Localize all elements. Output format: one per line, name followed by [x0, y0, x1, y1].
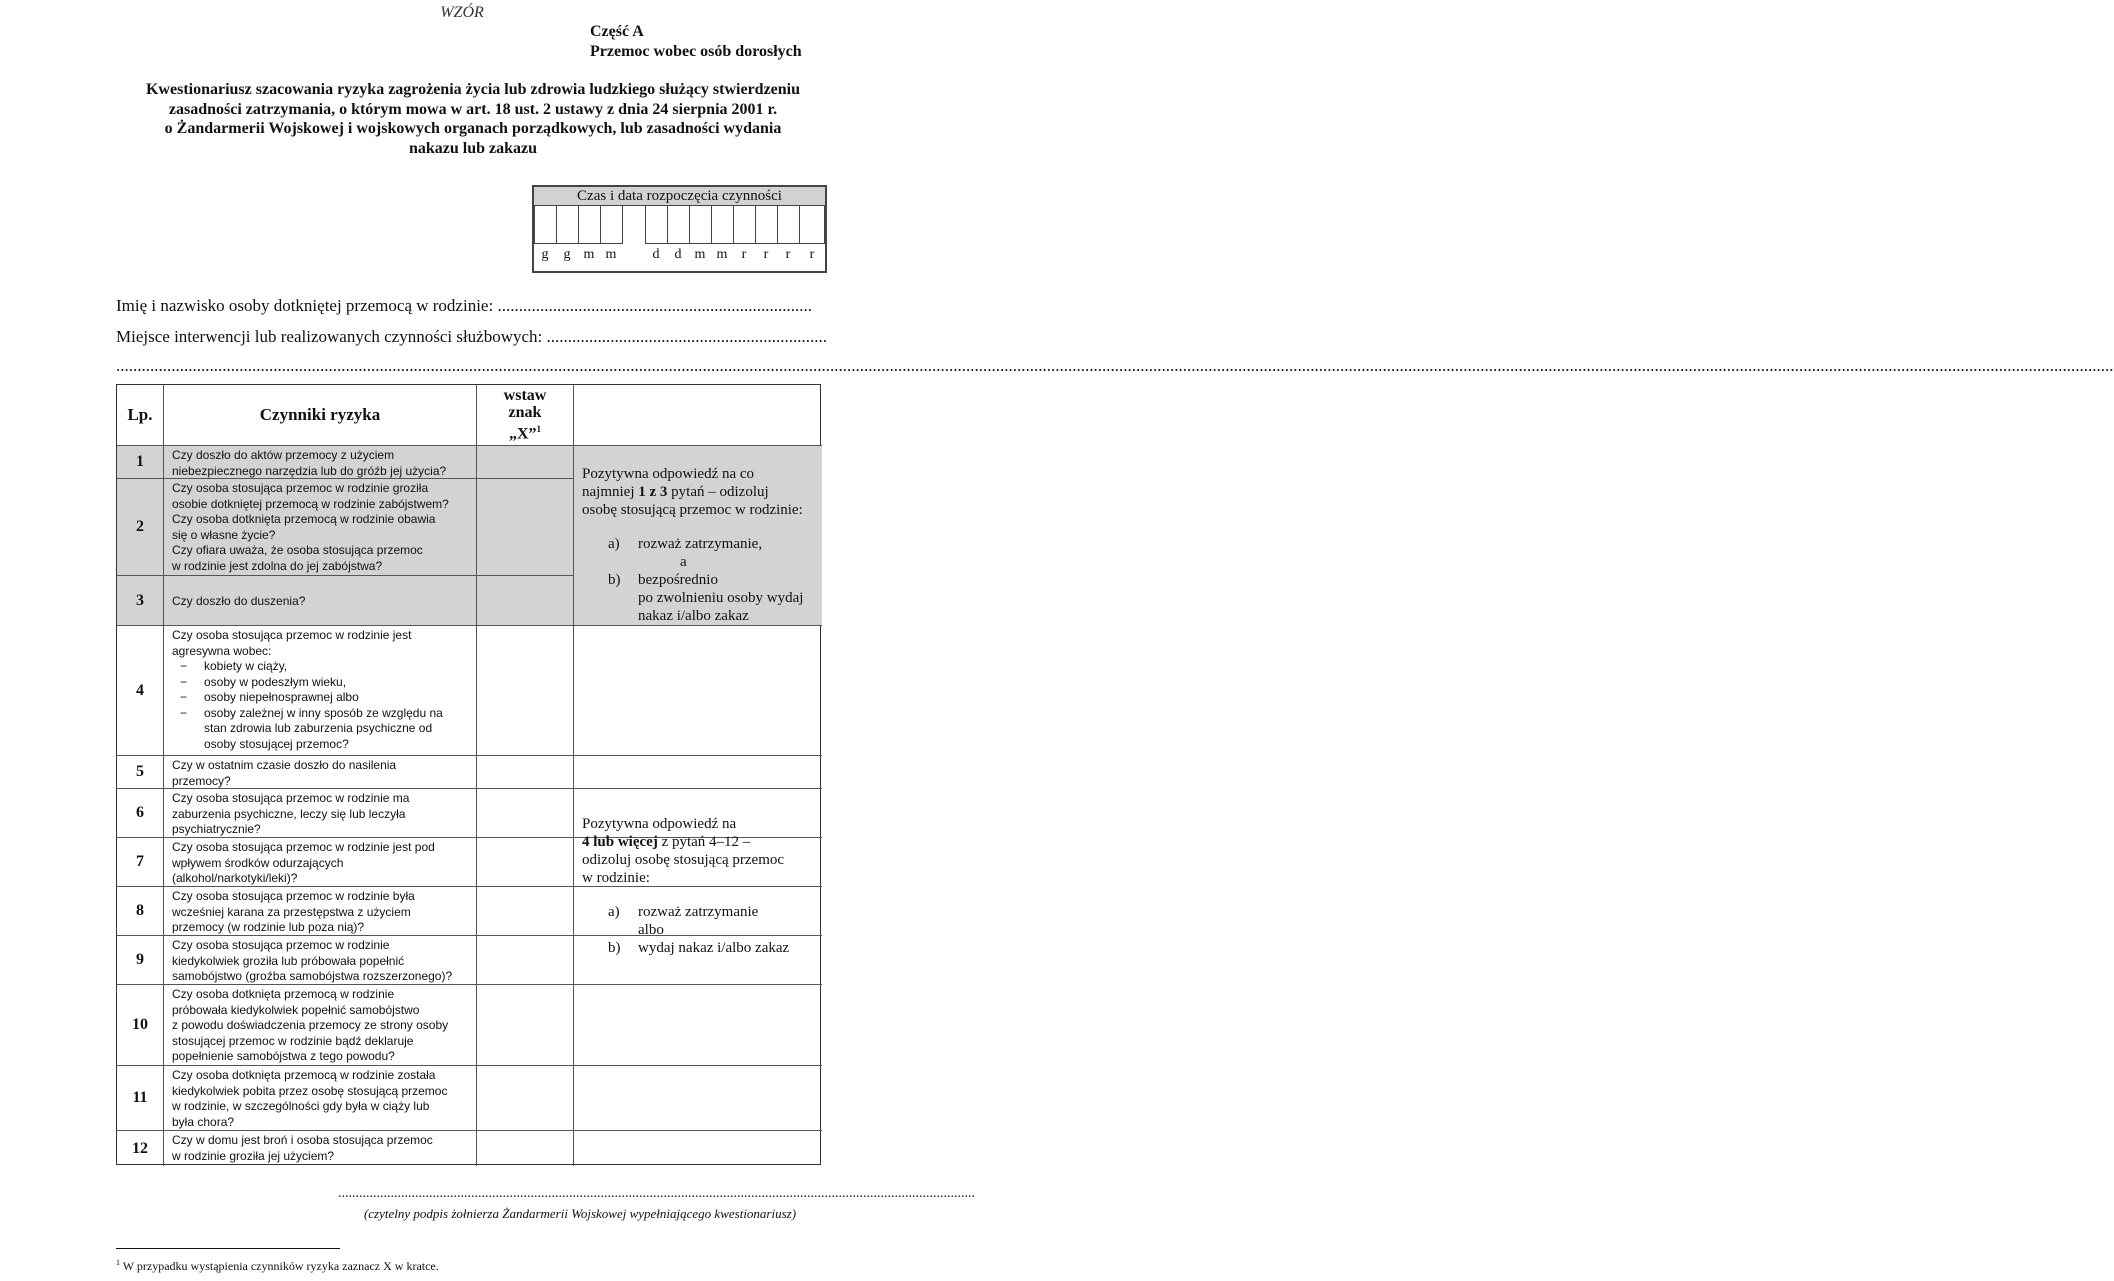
row-number: 1 — [117, 446, 164, 478]
year-digit-3-box[interactable] — [777, 206, 800, 244]
option-marker: a) — [608, 536, 620, 552]
mark-checkbox[interactable] — [477, 1131, 574, 1166]
mark-checkbox[interactable] — [477, 789, 574, 837]
risk-question — [164, 887, 477, 935]
option-a — [608, 903, 814, 921]
year-digit-4-box[interactable] — [799, 206, 825, 244]
header-mark — [477, 385, 574, 445]
instruction-block-4-12 — [574, 626, 822, 1166]
instruction-line: odizoluj osobę stosującą przemoc — [582, 852, 785, 868]
group-item: − kobiety w ciąży, — [178, 659, 470, 675]
intervention-place-continuation[interactable]: ...................................................................................................................................................................................................................................................................................................................................................................................................................................................................................... — [116, 356, 2114, 375]
instruction-line — [582, 833, 814, 851]
question-line: Czy doszło do aktów przemocy z użyciem — [172, 448, 395, 462]
question-line: agresywna wobec: — [172, 643, 272, 658]
header-mark-line: wstaw — [503, 387, 547, 405]
footnote-ref: 1 — [536, 424, 542, 435]
mark-checkbox[interactable] — [477, 479, 574, 575]
option-text: rozważ zatrzymanie, — [638, 536, 763, 552]
hour-digit-1-box[interactable] — [534, 206, 557, 244]
template-label: WZÓR — [440, 4, 484, 21]
question-line: próbowała kiedykolwiek popełnić samobójstwo — [172, 1002, 420, 1017]
group-item: − osoby w podeszłym wieku, — [178, 675, 470, 691]
question-line: Czy w ostatnim czasie doszło do nasilenia — [172, 758, 397, 772]
question-line: przemocy (w rodzinie lub poza nią)? — [172, 920, 365, 934]
mark-checkbox[interactable] — [477, 936, 574, 984]
question-line: była chora? — [172, 1114, 235, 1129]
date-format-label: r — [763, 247, 769, 262]
instruction-emphasis: 1 z 3 — [638, 484, 668, 500]
row-number: 10 — [117, 985, 164, 1065]
date-format-label: r — [809, 247, 815, 262]
time-format-label: m — [583, 247, 595, 262]
question-line: Czy osoba stosująca przemoc w rodzinie groziła — [172, 481, 429, 495]
instruction-options — [582, 535, 814, 625]
title-line: zasadności zatrzymania, o którym mowa w art. 18 ust. 2 ustawy z dnia 24 sierpnia 2001 r. — [168, 100, 778, 118]
instruction-line: Pozytywna odpowiedź na co — [582, 466, 755, 482]
question-line: osobie dotkniętej przemocą w rodzinie zabójstwem? — [172, 496, 449, 511]
part-label: Część A — [590, 23, 644, 40]
date-format-label: m — [716, 247, 728, 262]
title-line: Kwestionariusz szacowania ryzyka zagrożenia życia lub zdrowia ludzkiego służący stwierdzeniu — [145, 81, 801, 98]
question-line: Czy osoba dotknięta przemocą w rodzinie obawia — [172, 512, 436, 526]
part-heading — [590, 22, 802, 62]
row-number: 12 — [117, 1131, 164, 1166]
option-marker: a) — [608, 904, 620, 920]
victim-name-field[interactable]: Imię i nazwisko osoby dotkniętej przemocą w rodzinie: .......................................................................... — [116, 296, 812, 315]
date-format-label: r — [785, 247, 791, 262]
question-line: Czy osoba stosująca przemoc w rodzinie jest — [172, 628, 412, 642]
document-title — [100, 80, 846, 158]
time-format-label: g — [541, 247, 549, 262]
risk-question — [164, 1066, 477, 1130]
footnote-text: W przypadku wystąpienia czynników ryzyka zaznacz X w kratce. — [120, 1259, 439, 1273]
option-conjunction: a — [680, 554, 687, 570]
hour-digit-2-box[interactable] — [556, 206, 579, 244]
question-line: Czy w domu jest broń i osoba stosująca przemoc — [172, 1133, 433, 1147]
instruction-line: Pozytywna odpowiedź na — [582, 816, 737, 832]
month-digit-2-box[interactable] — [711, 206, 734, 244]
mark-checkbox[interactable] — [477, 1066, 574, 1130]
mark-checkbox[interactable] — [477, 756, 574, 788]
question-line: Czy doszło do duszenia? — [172, 593, 306, 608]
signature-caption: (czytelny podpis żołnierza Żandarmerii Wojskowej wypełniającego kwestionariusz) — [363, 1206, 797, 1221]
question-line: w rodzinie groziła jej użyciem? — [172, 1148, 335, 1163]
question-line: wpływem środków odurzających — [172, 855, 344, 870]
option-text: nakaz i/albo zakaz — [638, 608, 749, 624]
risk-factors-table — [116, 384, 821, 1165]
instruction-text: z pytań 4–12 – — [657, 834, 751, 850]
instruction-block-1-3 — [574, 446, 822, 626]
header-factors: Czynniki ryzyka — [164, 385, 477, 445]
footnote-divider — [116, 1248, 340, 1249]
risk-question — [164, 576, 477, 625]
question-line: Czy osoba stosująca przemoc w rodzinie jest pod — [172, 840, 435, 854]
mark-checkbox[interactable] — [477, 576, 574, 625]
row-number: 3 — [117, 576, 164, 625]
footnote — [116, 1258, 439, 1274]
group-item: − osoby niepełnosprawnej albo — [178, 690, 470, 706]
day-digit-1-box[interactable] — [645, 206, 668, 244]
date-time-box — [532, 185, 827, 273]
date-format-label: m — [694, 247, 706, 262]
instruction-line: w rodzinie: — [582, 870, 650, 886]
option-b — [608, 571, 814, 589]
option-conjunction: albo — [638, 922, 664, 938]
question-line: Czy ofiara uważa, że osoba stosująca przemoc — [172, 543, 423, 557]
instruction-emphasis: 4 lub więcej — [582, 834, 658, 850]
title-line: o Żandarmerii Wojskowej i wojskowych organach porządkowych, lub zasadności wydania — [164, 120, 782, 137]
question-line: w rodzinie jest zdolna do jej zabójstwa? — [172, 558, 383, 573]
day-digit-2-box[interactable] — [667, 206, 690, 244]
date-time-label: Czas i data rozpoczęcia czynności — [534, 187, 825, 206]
question-line: kiedykolwiek groziła lub próbowała popełnić — [172, 953, 405, 968]
risk-question — [164, 479, 477, 575]
option-text: wydaj nakaz i/albo zakaz — [638, 940, 790, 956]
year-digit-1-box[interactable] — [733, 206, 756, 244]
question-line: z powodu doświadczenia przemocy ze strony osoby — [172, 1018, 449, 1032]
mark-checkbox[interactable] — [477, 626, 574, 755]
mark-checkbox[interactable] — [477, 887, 574, 935]
row-number: 9 — [117, 936, 164, 984]
question-line: Czy osoba dotknięta przemocą w rodzinie została — [172, 1068, 436, 1082]
group-list — [172, 659, 470, 752]
mark-checkbox[interactable] — [477, 446, 574, 478]
question-line: popełnienie samobójstwa z tego powodu? — [172, 1049, 395, 1063]
row-number: 6 — [117, 789, 164, 837]
question-line: przemocy? — [172, 773, 231, 788]
option-marker: b) — [608, 940, 621, 956]
group-item: − osoby zależnej w inny sposób ze względu na — [178, 706, 470, 722]
option-b — [608, 939, 814, 957]
question-line: samobójstwo (groźba samobójstwa rozszerzonego)? — [172, 969, 453, 983]
date-format-label: d — [674, 247, 682, 262]
question-line: się o własne życie? — [172, 527, 276, 542]
year-digit-2-box[interactable] — [755, 206, 778, 244]
question-line: w rodzinie, w szczególności gdy była w ciąży lub — [172, 1099, 430, 1113]
footnote-number: 1 — [116, 1258, 120, 1267]
option-text: po zwolnieniu osoby wydaj — [638, 590, 804, 606]
question-line: stosującej przemoc w rodzinie bądź deklaruje — [172, 1033, 414, 1048]
table-header-row — [117, 385, 822, 446]
risk-question — [164, 446, 477, 478]
option-a — [608, 535, 814, 553]
question-line: Czy osoba stosująca przemoc w rodzinie ma — [172, 791, 410, 805]
instruction-options — [582, 903, 814, 957]
row-number: 5 — [117, 756, 164, 788]
mark-checkbox[interactable] — [477, 838, 574, 886]
intervention-place-field[interactable]: Miejsce interwencji lub realizowanych czynności służbowych: .................................................................. — [116, 327, 828, 346]
row-number: 8 — [117, 887, 164, 935]
mark-checkbox[interactable] — [477, 985, 574, 1065]
instruction-line: osobę stosującą przemoc w rodzinie: — [582, 502, 803, 518]
row-number: 7 — [117, 838, 164, 886]
question-line: (alkohol/narkotyki/leki)? — [172, 871, 298, 885]
group-item-continuation: stan zdrowia lub zaburzenia psychiczne od — [204, 721, 433, 735]
question-line: Czy osoba stosująca przemoc w rodzinie była — [172, 889, 415, 903]
row-number: 4 — [117, 626, 164, 755]
question-line: kiedykolwiek pobita przez osobę stosującą przemoc — [172, 1083, 448, 1098]
risk-question — [164, 756, 477, 788]
minute-digit-2-box[interactable] — [600, 206, 623, 244]
header-mark-line: „X” — [508, 425, 537, 443]
part-title: Przemoc wobec osób dorosłych — [590, 43, 802, 60]
risk-question — [164, 1131, 477, 1166]
minute-digit-1-box[interactable] — [578, 206, 601, 244]
date-format-label: d — [652, 247, 660, 262]
month-digit-1-box[interactable] — [689, 206, 712, 244]
risk-question — [164, 626, 477, 755]
date-format-label: r — [741, 247, 747, 262]
row-number: 2 — [117, 479, 164, 575]
row-number: 11 — [117, 1066, 164, 1130]
risk-question — [164, 985, 477, 1065]
question-line: psychiatrycznie? — [172, 822, 261, 836]
time-format-label: m — [605, 247, 617, 262]
signature-field[interactable]: ...................................................................................................................................................................................... — [338, 1186, 975, 1201]
option-marker: b) — [608, 572, 621, 588]
group-item-continuation: osoby stosującej przemoc? — [204, 736, 349, 751]
time-format-label: g — [563, 247, 571, 262]
header-mark-line: znak — [508, 404, 542, 422]
question-line: zaburzenia psychiczne, leczy się lub leczyła — [172, 806, 406, 821]
header-lp: Lp. — [117, 385, 164, 445]
risk-question — [164, 838, 477, 886]
question-line: Czy osoba dotknięta przemocą w rodzinie — [172, 987, 395, 1001]
instruction-text: najmniej — [582, 484, 639, 500]
question-line: Czy osoba stosująca przemoc w rodzinie — [172, 938, 390, 952]
option-text: rozważ zatrzymanie — [638, 904, 759, 920]
question-line: wcześniej karana za przestępstwa z użyciem — [172, 904, 411, 919]
option-text: bezpośrednio — [638, 572, 718, 588]
risk-question — [164, 936, 477, 984]
question-line: niebezpiecznego narzędzia lub do gróźb jej użycia? — [172, 463, 447, 478]
instruction-line — [582, 483, 814, 501]
instruction-text: pytań – odizoluj — [667, 484, 769, 500]
title-line: nakazu lub zakazu — [408, 139, 538, 157]
risk-question — [164, 789, 477, 837]
